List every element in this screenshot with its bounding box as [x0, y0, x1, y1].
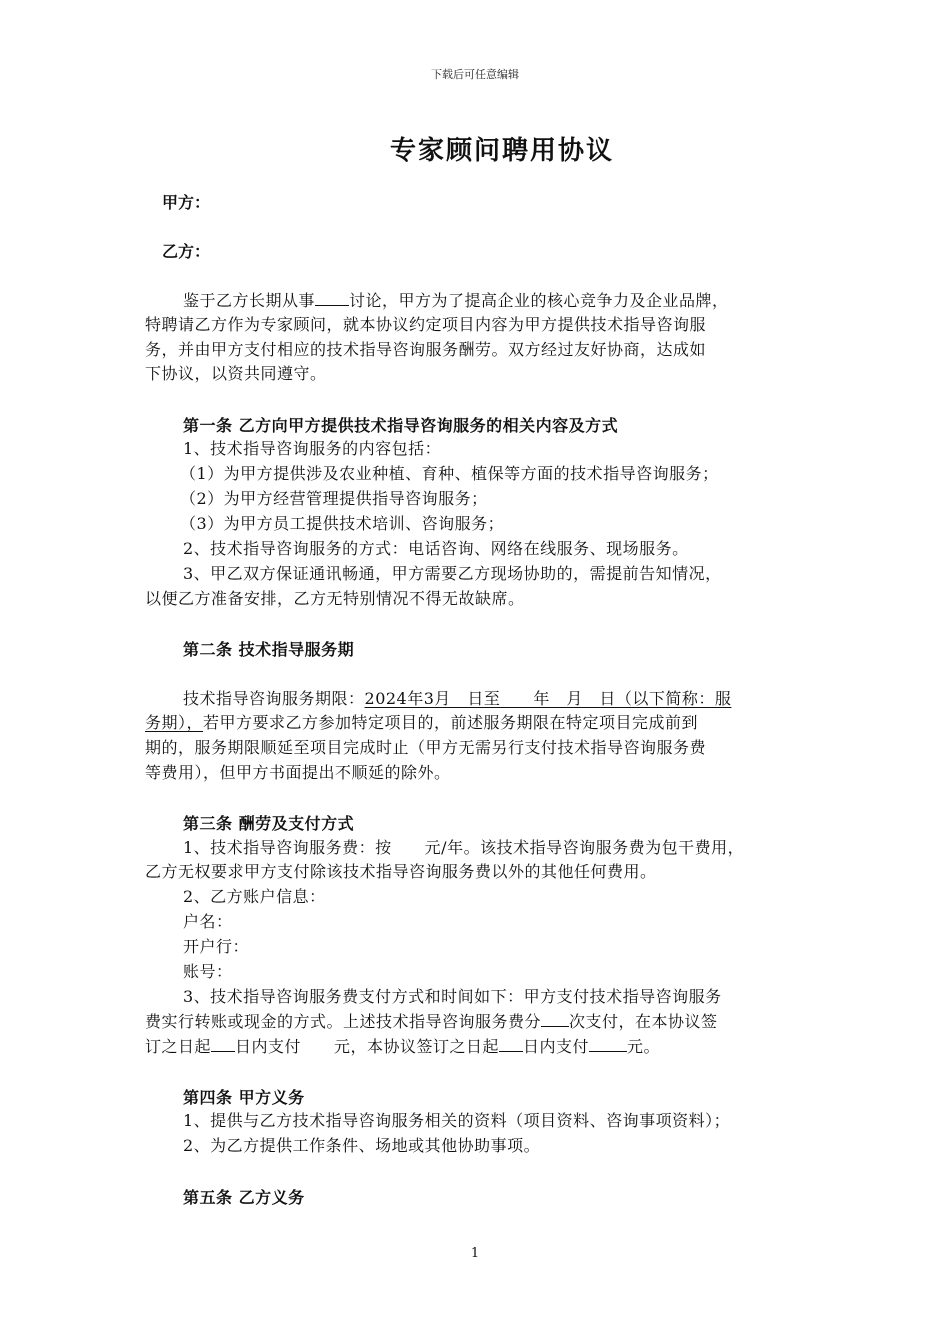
intro-line-1 — [183, 289, 729, 313]
article-3-item-3-line-1: 3、技术指导咨询服务费支付方式和时间如下：甲方支付技术指导咨询服务 — [183, 987, 722, 1006]
account-bank-label: 开户行： — [183, 937, 250, 956]
article-2-line-3: 期的，服务期限顺延至项目完成时止（甲方无需另行支付技术指导咨询服务费 — [145, 738, 707, 757]
party-b-label: 乙方： — [162, 242, 211, 261]
service-term-abbrev: 务期）， — [145, 713, 204, 732]
field-blank — [211, 1037, 235, 1052]
article-3-text-3c4: 元。 — [627, 1037, 661, 1056]
article-1-item-2: 2、技术指导咨询服务的方式：电话咨询、网络在线服务、现场服务。 — [183, 539, 689, 558]
article-3-item-3-line-3 — [145, 1035, 660, 1059]
article-3-text-3c2: 日内支付 元，本协议签订之日起 — [235, 1037, 500, 1056]
field-blank — [589, 1037, 627, 1052]
field-blank — [541, 1012, 569, 1027]
article-2-line-1 — [183, 687, 731, 711]
party-a-label: 甲方： — [162, 193, 211, 212]
account-number-label: 账号： — [183, 962, 233, 981]
intro-line-2: 特聘请乙方作为专家顾问，就本协议约定项目内容为甲方提供技术指导咨询服 — [145, 315, 707, 334]
article-1-item-1: 1、技术指导咨询服务的内容包括： — [183, 439, 442, 458]
intro-line-3: 务，并由甲方支付相应的技术指导咨询服务酬劳。双方经过友好协商，达成如 — [145, 340, 707, 359]
article-1-subitem-2: （2）为甲方经营管理提供指导咨询服务； — [180, 489, 488, 508]
article-2-line-4: 等费用），但甲方书面提出不顺延的除外。 — [145, 763, 451, 782]
article-4-item-2: 2、为乙方提供工作条件、场地或其他协助事项。 — [183, 1136, 541, 1155]
service-term-label: 技术指导咨询服务期限： — [183, 689, 365, 708]
article-4-heading: 第四条 甲方义务 — [183, 1088, 305, 1107]
account-name-label: 户名： — [183, 912, 233, 931]
intro-line-4: 下协议，以资共同遵守。 — [145, 364, 327, 383]
article-1-subitem-1: （1）为甲方提供涉及农业种植、育种、植保等方面的技术指导咨询服务； — [180, 464, 719, 483]
article-3-text-3b2: 次支付，在本协议签 — [569, 1012, 718, 1031]
article-1-heading: 第一条 乙方向甲方提供技术指导咨询服务的相关内容及方式 — [183, 416, 619, 435]
intro-text-1a: 鉴于乙方长期从事 — [183, 291, 316, 310]
intro-text-1b: 讨论，甲方为了提高企业的核心竞争力及企业品牌， — [349, 291, 729, 310]
article-3-text-3c3: 日内支付 — [523, 1037, 590, 1056]
field-blank — [315, 291, 349, 306]
article-1-item-3-line-2: 以便乙方准备安排，乙方无特别情况不得无故缺席。 — [145, 589, 525, 608]
article-2-heading: 第二条 技术指导服务期 — [183, 640, 355, 659]
header-note: 下载后可任意编辑 — [431, 68, 519, 81]
article-3-item-1-line-1: 1、技术指导咨询服务费：按 元/年。该技术指导咨询服务费为包干费用， — [183, 838, 745, 857]
article-3-text-3b1: 费实行转账或现金的方式。上述技术指导咨询服务费分 — [145, 1012, 542, 1031]
article-3-item-1-line-2: 乙方无权要求甲方支付除该技术指导咨询服务费以外的其他任何费用。 — [145, 862, 657, 881]
article-1-subitem-3: （3）为甲方员工提供技术培训、咨询服务； — [180, 514, 505, 533]
article-3-text-3c1: 订之日起 — [145, 1037, 212, 1056]
article-5-heading: 第五条 乙方义务 — [183, 1188, 305, 1207]
article-2-line-2 — [145, 711, 698, 735]
article-3-item-2: 2、乙方账户信息： — [183, 887, 326, 906]
article-3-item-3-line-2 — [145, 1010, 718, 1034]
page-number: 1 — [470, 1246, 480, 1261]
service-term-dates: 2024年3月 日至 年 月 日（以下简称：服 — [364, 689, 732, 708]
article-4-item-1: 1、提供与乙方技术指导咨询服务相关的资料（项目资料、咨询事项资料）； — [183, 1111, 731, 1130]
article-1-item-3-line-1: 3、甲乙双方保证通讯畅通，甲方需要乙方现场协助的，需提前告知情况， — [183, 564, 722, 583]
article-3-heading: 第三条 酬劳及支付方式 — [183, 814, 355, 833]
field-blank — [499, 1037, 523, 1052]
article-2-text-2b: 若甲方要求乙方参加特定项目的，前述服务期限在特定项目完成前到 — [203, 713, 699, 732]
document-title: 专家顾问聘用协议 — [389, 136, 614, 166]
